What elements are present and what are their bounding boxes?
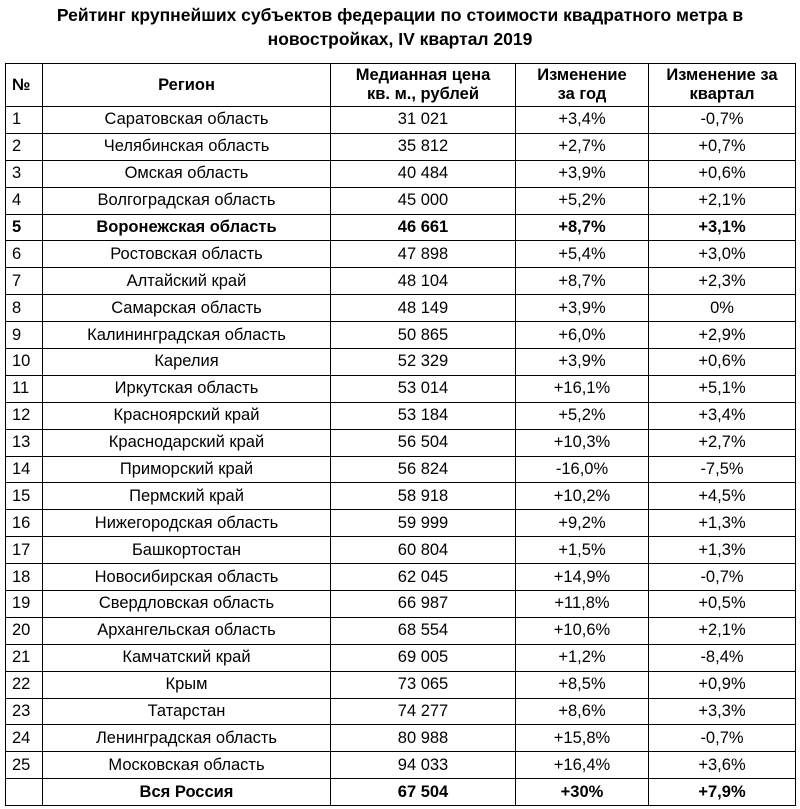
cell-quarter-change: +2,7%	[649, 429, 796, 456]
cell-year-change: +10,3%	[516, 429, 649, 456]
cell-num: 21	[6, 644, 43, 671]
cell-year-change: +1,5%	[516, 537, 649, 564]
cell-price: 47 898	[331, 241, 516, 268]
cell-price: 66 987	[331, 591, 516, 618]
cell-region: Башкортостан	[43, 537, 331, 564]
header-price-line-2: кв. м., рублей	[367, 85, 479, 103]
table-row	[6, 295, 796, 322]
cell-quarter-change: +0,9%	[649, 671, 796, 698]
table-row	[6, 133, 796, 160]
cell-year-change: +5,4%	[516, 241, 649, 268]
cell-quarter-change: +3,3%	[649, 698, 796, 725]
cell-num: 18	[6, 564, 43, 591]
header-quarter-line-2: квартал	[689, 85, 755, 103]
cell-num: 12	[6, 402, 43, 429]
cell-quarter-change: +0,6%	[649, 349, 796, 376]
table-body	[6, 107, 796, 806]
cell-year-change: +8,7%	[516, 268, 649, 295]
cell-quarter-change: +2,9%	[649, 322, 796, 349]
cell-num: 20	[6, 617, 43, 644]
cell-year-change: +3,9%	[516, 349, 649, 376]
table-row	[6, 268, 796, 295]
cell-year-change: +3,9%	[516, 295, 649, 322]
table-row	[6, 349, 796, 376]
header-year-line-2: за год	[557, 85, 607, 103]
cell-price: 31 021	[331, 107, 516, 134]
cell-price: 59 999	[331, 510, 516, 537]
cell-num: 19	[6, 591, 43, 618]
title-line-2: новостройках, IV квартал 2019	[267, 29, 533, 49]
cell-quarter-change: +1,3%	[649, 510, 796, 537]
cell-region: Камчатский край	[43, 644, 331, 671]
cell-region: Воронежская область	[43, 214, 331, 241]
header-quarter-line-1: Изменение за	[666, 66, 778, 84]
table-row	[6, 483, 796, 510]
cell-num: 7	[6, 268, 43, 295]
cell-quarter-change: -0,7%	[649, 725, 796, 752]
cell-num: 6	[6, 241, 43, 268]
cell-price: 45 000	[331, 187, 516, 214]
cell-year-change: +30%	[516, 779, 649, 806]
table-row	[6, 671, 796, 698]
cell-num	[6, 779, 43, 806]
cell-quarter-change: +0,6%	[649, 160, 796, 187]
cell-year-change: +5,2%	[516, 402, 649, 429]
cell-quarter-change: +2,1%	[649, 617, 796, 644]
table-row	[6, 698, 796, 725]
cell-price: 50 865	[331, 322, 516, 349]
cell-quarter-change: +7,9%	[649, 779, 796, 806]
table-row	[6, 160, 796, 187]
cell-year-change: +8,7%	[516, 214, 649, 241]
cell-price: 94 033	[331, 752, 516, 779]
table-header-row	[6, 64, 796, 107]
cell-price: 53 184	[331, 402, 516, 429]
cell-quarter-change: +5,1%	[649, 375, 796, 402]
cell-quarter-change: +0,7%	[649, 133, 796, 160]
cell-region: Иркутская область	[43, 375, 331, 402]
table-row-highlight	[6, 779, 796, 806]
cell-quarter-change: +2,1%	[649, 187, 796, 214]
cell-quarter-change: -7,5%	[649, 456, 796, 483]
table-row	[6, 429, 796, 456]
table-row	[6, 752, 796, 779]
cell-year-change: +10,6%	[516, 617, 649, 644]
cell-region: Нижегородская область	[43, 510, 331, 537]
cell-region: Краснодарский край	[43, 429, 331, 456]
table-row	[6, 322, 796, 349]
cell-quarter-change: +3,0%	[649, 241, 796, 268]
cell-num: 13	[6, 429, 43, 456]
cell-region: Новосибирская область	[43, 564, 331, 591]
table-title	[0, 3, 800, 51]
price-ranking-table	[5, 63, 796, 806]
cell-year-change: +9,2%	[516, 510, 649, 537]
table-row	[6, 241, 796, 268]
cell-region: Архангельская область	[43, 617, 331, 644]
header-price	[331, 64, 516, 107]
cell-num: 17	[6, 537, 43, 564]
cell-num: 2	[6, 133, 43, 160]
table-row	[6, 187, 796, 214]
cell-year-change: +5,2%	[516, 187, 649, 214]
cell-year-change: +14,9%	[516, 564, 649, 591]
cell-num: 24	[6, 725, 43, 752]
cell-quarter-change: -0,7%	[649, 107, 796, 134]
cell-region: Ленинградская область	[43, 725, 331, 752]
cell-num: 14	[6, 456, 43, 483]
cell-year-change: +10,2%	[516, 483, 649, 510]
table-row	[6, 510, 796, 537]
cell-num: 10	[6, 349, 43, 376]
cell-region: Красноярский край	[43, 402, 331, 429]
cell-region: Челябинская область	[43, 133, 331, 160]
cell-region: Карелия	[43, 349, 331, 376]
table-row	[6, 107, 796, 134]
cell-quarter-change: +2,3%	[649, 268, 796, 295]
cell-year-change: +11,8%	[516, 591, 649, 618]
cell-region: Калининградская область	[43, 322, 331, 349]
cell-region: Омская область	[43, 160, 331, 187]
cell-num: 25	[6, 752, 43, 779]
cell-num: 23	[6, 698, 43, 725]
header-year-line-1: Изменение	[537, 66, 627, 84]
cell-year-change: +15,8%	[516, 725, 649, 752]
cell-year-change: +2,7%	[516, 133, 649, 160]
cell-region: Московская область	[43, 752, 331, 779]
cell-price: 56 824	[331, 456, 516, 483]
cell-region: Крым	[43, 671, 331, 698]
cell-quarter-change: -0,7%	[649, 564, 796, 591]
cell-num: 4	[6, 187, 43, 214]
cell-year-change: +8,5%	[516, 671, 649, 698]
table-row	[6, 537, 796, 564]
cell-price: 67 504	[331, 779, 516, 806]
table-row	[6, 564, 796, 591]
cell-price: 35 812	[331, 133, 516, 160]
cell-region: Алтайский край	[43, 268, 331, 295]
cell-quarter-change: +3,4%	[649, 402, 796, 429]
table-row-highlight	[6, 214, 796, 241]
cell-num: 1	[6, 107, 43, 134]
cell-price: 74 277	[331, 698, 516, 725]
cell-region: Пермский край	[43, 483, 331, 510]
cell-quarter-change: 0%	[649, 295, 796, 322]
cell-num: 22	[6, 671, 43, 698]
header-quarter-change	[649, 64, 796, 107]
cell-price: 52 329	[331, 349, 516, 376]
cell-price: 48 104	[331, 268, 516, 295]
cell-quarter-change: +0,5%	[649, 591, 796, 618]
cell-price: 68 554	[331, 617, 516, 644]
title-line-1: Рейтинг крупнейших субъектов федерации по стоимости квадратного метра в	[56, 5, 744, 25]
cell-year-change: +16,4%	[516, 752, 649, 779]
cell-num: 9	[6, 322, 43, 349]
cell-year-change: -16,0%	[516, 456, 649, 483]
cell-price: 73 065	[331, 671, 516, 698]
cell-region: Свердловская область	[43, 591, 331, 618]
cell-price: 46 661	[331, 214, 516, 241]
cell-year-change: +3,9%	[516, 160, 649, 187]
header-num: №	[6, 64, 43, 107]
cell-quarter-change: +4,5%	[649, 483, 796, 510]
cell-num: 5	[6, 214, 43, 241]
table-row	[6, 375, 796, 402]
cell-region: Саратовская область	[43, 107, 331, 134]
cell-price: 53 014	[331, 375, 516, 402]
header-region: Регион	[43, 64, 331, 107]
cell-region: Приморский край	[43, 456, 331, 483]
cell-price: 80 988	[331, 725, 516, 752]
cell-region: Вся Россия	[43, 779, 331, 806]
table-row	[6, 591, 796, 618]
table-row	[6, 725, 796, 752]
cell-num: 3	[6, 160, 43, 187]
cell-price: 40 484	[331, 160, 516, 187]
table-row	[6, 456, 796, 483]
header-price-line-1: Медианная цена	[355, 66, 491, 84]
cell-price: 48 149	[331, 295, 516, 322]
cell-year-change: +1,2%	[516, 644, 649, 671]
cell-region: Самарская область	[43, 295, 331, 322]
table-row	[6, 617, 796, 644]
cell-quarter-change: +1,3%	[649, 537, 796, 564]
cell-price: 56 504	[331, 429, 516, 456]
cell-quarter-change: +3,1%	[649, 214, 796, 241]
header-year-change	[516, 64, 649, 107]
cell-num: 16	[6, 510, 43, 537]
cell-price: 60 804	[331, 537, 516, 564]
cell-region: Волгоградская область	[43, 187, 331, 214]
cell-region: Татарстан	[43, 698, 331, 725]
cell-quarter-change: +3,6%	[649, 752, 796, 779]
cell-region: Ростовская область	[43, 241, 331, 268]
cell-price: 69 005	[331, 644, 516, 671]
cell-num: 8	[6, 295, 43, 322]
cell-price: 58 918	[331, 483, 516, 510]
table-row	[6, 402, 796, 429]
cell-quarter-change: -8,4%	[649, 644, 796, 671]
cell-year-change: +16,1%	[516, 375, 649, 402]
cell-year-change: +8,6%	[516, 698, 649, 725]
cell-num: 15	[6, 483, 43, 510]
cell-year-change: +3,4%	[516, 107, 649, 134]
cell-price: 62 045	[331, 564, 516, 591]
cell-year-change: +6,0%	[516, 322, 649, 349]
cell-num: 11	[6, 375, 43, 402]
table-row	[6, 644, 796, 671]
